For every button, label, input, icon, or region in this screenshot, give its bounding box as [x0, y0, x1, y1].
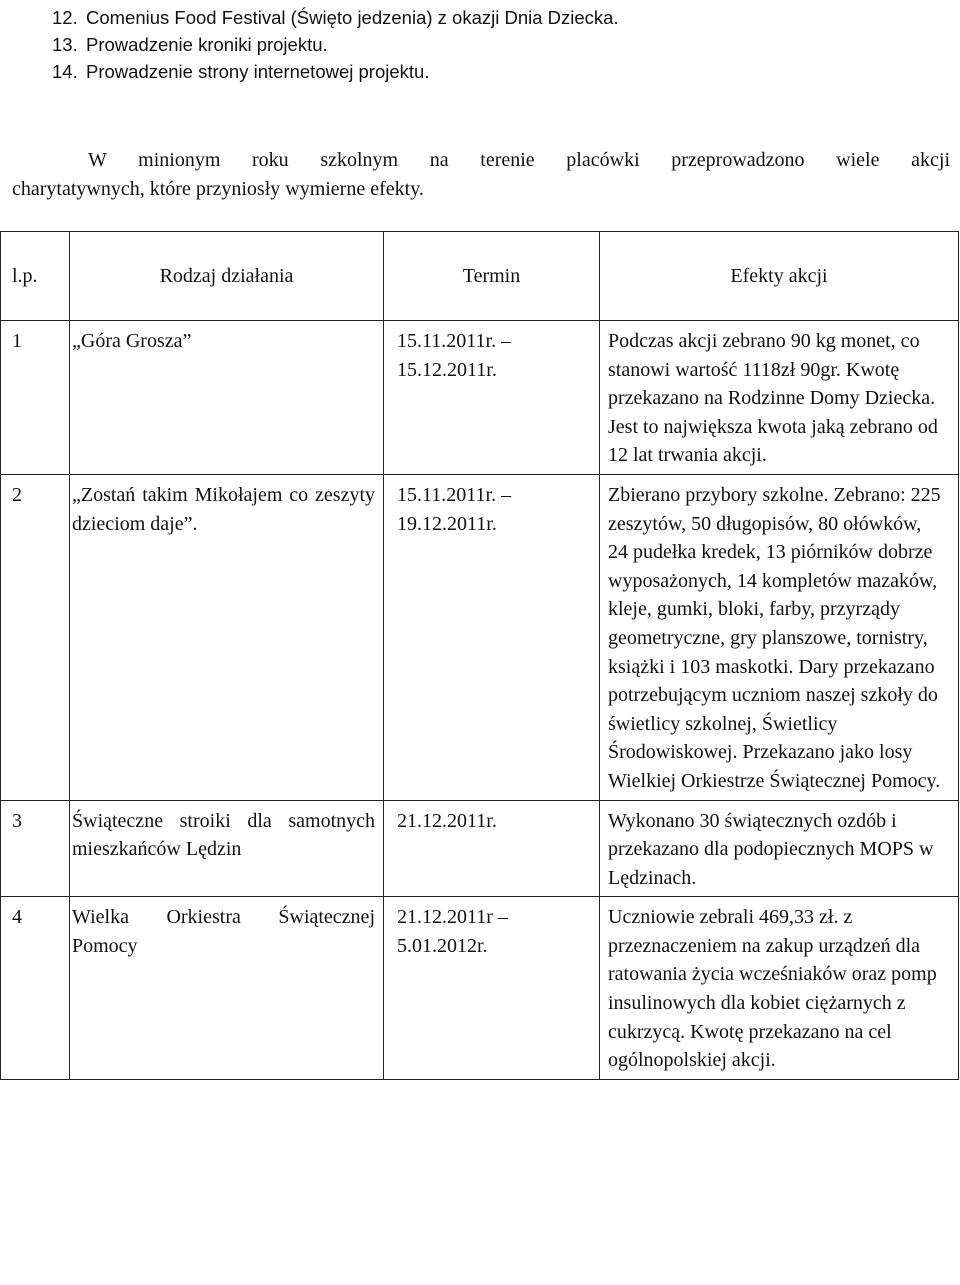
- row-rodzaj: „Góra Grosza”: [70, 321, 384, 475]
- row-termin: 15.11.2011r. – 19.12.2011r.: [384, 474, 600, 800]
- list-item: [52, 31, 619, 58]
- header-termin: Termin: [384, 232, 600, 321]
- row-lp: 3: [1, 800, 70, 897]
- row-termin: 15.11.2011r. – 15.12.2011r.: [384, 321, 600, 475]
- row-termin: 21.12.2011r – 5.01.2012r.: [384, 897, 600, 1080]
- table-row: [1, 474, 959, 800]
- row-rodzaj: Wielka Orkiestra Świątecznej Pomocy: [70, 897, 384, 1080]
- list-item: [52, 4, 619, 31]
- row-lp: 1: [1, 321, 70, 475]
- charity-actions-table: [0, 231, 959, 1080]
- intro-paragraph: [12, 146, 950, 203]
- row-efekty: Zbierano przybory szkolne. Zebrano: 225 zeszytów, 50 długopisów, 80 ołówków, 24 pudełka kredek, 13 piórników dobrze wyposażonych, 14 kompletów mazaków, kleje, gumki, bloki, farby, przyrządy geometryczne, gry planszowe, tornistry, książki i 103 maskotki. Dary przekazano potrzebującym uczniom naszej szkoły do świetlicy szkolnej, Świetlicy Środowiskowej. Przekazano jako losy Wielkiej Orkiestrze Świątecznej Pomocy.: [600, 474, 959, 800]
- charity-actions-table-wrapper: [0, 231, 960, 1080]
- list-item-number: 14.: [52, 61, 78, 82]
- row-rodzaj: Świąteczne stroiki dla samotnych mieszkańców Lędzin: [70, 800, 384, 897]
- header-efekty: Efekty akcji: [600, 232, 959, 321]
- header-lp: l.p.: [1, 232, 70, 321]
- table-row: [1, 800, 959, 897]
- row-efekty: Uczniowie zebrali 469,33 zł. z przeznaczeniem na zakup urządzeń dla ratowania życia wcześniaków oraz pomp insulinowych dla kobiet ciężarnych z cukrzycą. Kwotę przekazano na cel ogólnopolskiej akcji.: [600, 897, 959, 1080]
- row-efekty: Podczas akcji zebrano 90 kg monet, co stanowi wartość 1118zł 90gr. Kwotę przekazano na Rodzinne Domy Dziecka. Jest to największa kwota jaką zebrano od 12 lat trwania akcji.: [600, 321, 959, 475]
- list-item: [52, 58, 619, 85]
- row-lp: 4: [1, 897, 70, 1080]
- numbered-list: [52, 4, 619, 85]
- list-item-number: 13.: [52, 34, 78, 55]
- row-termin: 21.12.2011r.: [384, 800, 600, 897]
- header-rodzaj: Rodzaj działania: [70, 232, 384, 321]
- table-header-row: [1, 232, 959, 321]
- list-item-text: Comenius Food Festival (Święto jedzenia) z okazji Dnia Dziecka.: [86, 7, 619, 28]
- row-lp: 2: [1, 474, 70, 800]
- list-item-text: Prowadzenie kroniki projektu.: [86, 34, 328, 55]
- row-rodzaj: „Zostań takim Mikołajem co zeszyty dzieciom daje”.: [70, 474, 384, 800]
- table-row: [1, 897, 959, 1080]
- row-efekty: Wykonano 30 świątecznych ozdób i przekazano dla podopiecznych MOPS w Lędzinach.: [600, 800, 959, 897]
- list-item-number: 12.: [52, 7, 78, 28]
- table-row: [1, 321, 959, 475]
- intro-line-2: charytatywnych, które przyniosły wymierne efekty.: [12, 177, 424, 200]
- list-item-text: Prowadzenie strony internetowej projektu.: [86, 61, 430, 82]
- intro-line-1: W minionym roku szkolnym na terenie placówki przeprowadzono wiele akcji: [88, 149, 950, 171]
